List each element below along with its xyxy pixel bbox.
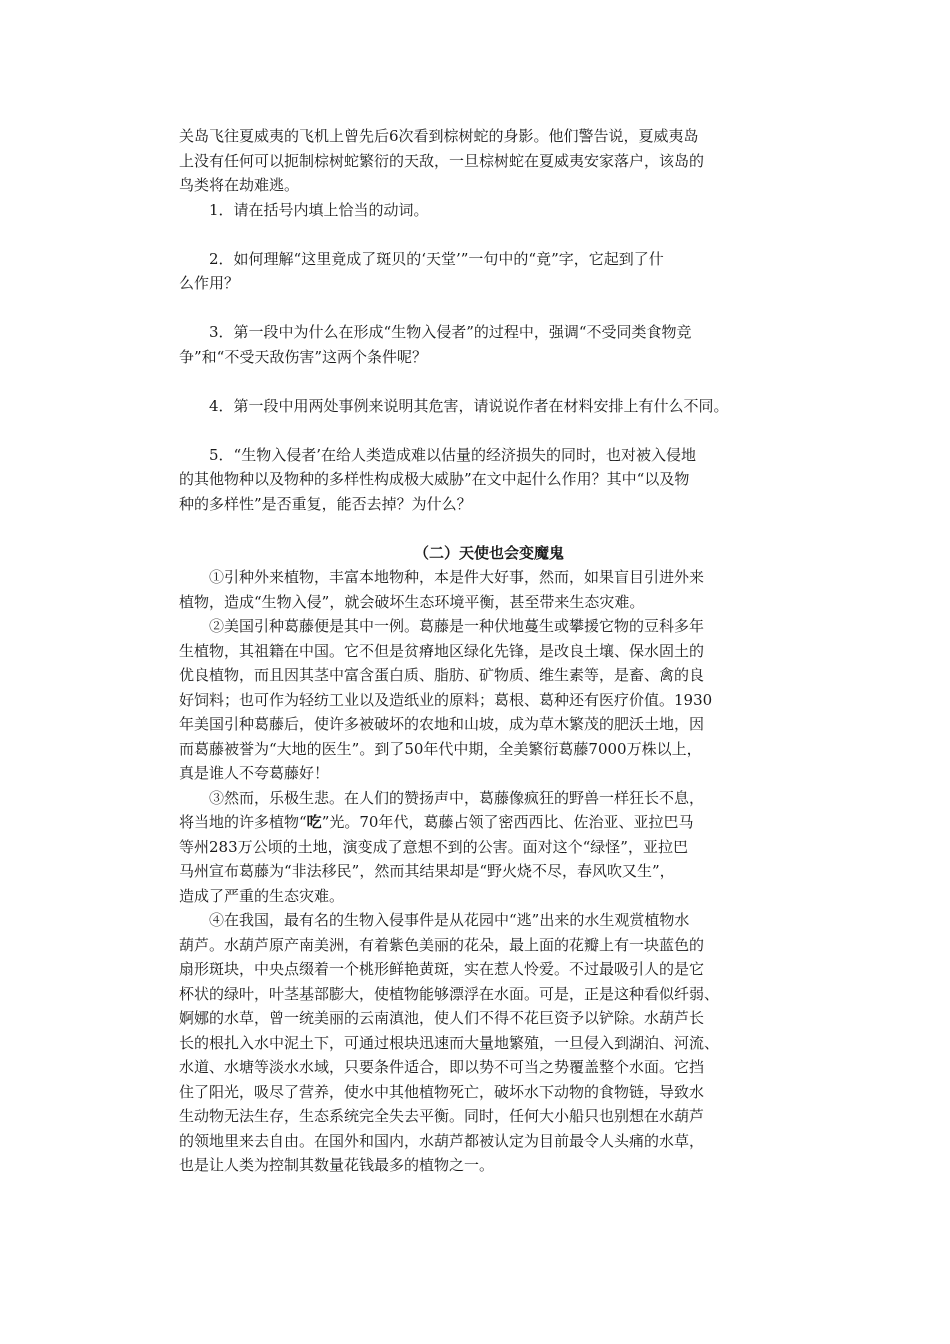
text-segment: 将当地的许多植物“ [179, 813, 307, 831]
paragraph-4 [179, 908, 779, 1178]
question-text: 1．请在括号内填上恰当的动词。 [209, 200, 429, 219]
question-3 [179, 320, 779, 369]
text-line: 真是谁人不夸葛藤好！ [179, 764, 330, 782]
answer-space [179, 369, 779, 394]
answer-space [179, 296, 779, 321]
text-line: 等州283万公顷的土地，演变成了意想不到的公害。面对这个“绿怪”，亚拉巴 [179, 837, 688, 856]
text-line: 也是让人类为控制其数量花钱最多的植物之一。 [179, 1156, 495, 1174]
text-line: 住了阳光，吸尽了营养，使水中其他植物死亡，破坏水下动物的食物链，导致水 [179, 1082, 705, 1101]
text-line: 扇形斑块，中央点缀着一个桃形鲜艳黄斑，实在惹人怜爱。不过最吸引人的是它 [179, 960, 705, 978]
text-line: 植物，造成“生物入侵”，就会破坏生态环境平衡，甚至带来生态灾难。 [179, 592, 645, 611]
text-line: 上没有任何可以扼制棕树蛇繁衍的天敌，一旦棕树蛇在夏威夷安家落户，该岛的 [179, 151, 705, 170]
text-line: 马州宣布葛藤为“非法移民”，然而其结果却是“野火烧不尽，春风吹又生”， [179, 862, 675, 880]
text-line: 造成了严重的生态灾难。 [179, 886, 345, 905]
passage-one-tail [179, 124, 779, 198]
paragraph-2 [179, 614, 779, 786]
text-line: ③然而，乐极生悲。在人们的赞扬声中，葛藤像疯狂的野兽一样狂长不息， [209, 788, 705, 807]
question-text: 4．第一段中用两处事例来说明其危害，请说说作者在材料安排上有什么不同。 [209, 396, 729, 415]
question-text: 种的多样性”是否重复，能否去掉？为什么？ [179, 494, 472, 513]
text-line [179, 810, 779, 835]
question-2 [179, 247, 779, 296]
question-4 [179, 394, 779, 419]
text-line: 好饲料；也可作为轻纺工业以及造纸业的原料；葛根、葛种还有医疗价值。1930 [179, 690, 713, 709]
text-line: 生植物，其祖籍在中国。它不但是贫瘠地区绿化先锋，是改良土壤、保水固土的 [179, 641, 705, 660]
text-line: 鸟类将在劫难逃。 [179, 176, 300, 194]
answer-space [179, 418, 779, 443]
answer-space [179, 222, 779, 247]
question-text: 么作用？ [179, 274, 240, 292]
text-line: 关岛飞往夏威夷的飞机上曾先后6次看到棕树蛇的身影。他们警告说，夏威夷岛 [179, 127, 699, 145]
text-line: 葫芦。水葫芦原产南美洲，有着紫色美丽的花朵，最上面的花瓣上有一块蓝色的 [179, 935, 705, 954]
text-line: 优良植物，而且因其茎中富含蛋白质、脂肪、矿物质、维生素等，是畜、禽的良 [179, 666, 705, 684]
text-line: ④在我国，最有名的生物入侵事件是从花园中“逃”出来的水生观赏植物水 [209, 911, 690, 929]
text-line: 生动物无法生存，生态系统完全失去平衡。同时，任何大小船只也别想在水葫芦 [179, 1107, 705, 1125]
question-1 [179, 198, 779, 223]
question-text: 3．第一段中为什么在形成“生物入侵者”的过程中，强调“不受同类食物竞 [209, 323, 692, 341]
text-line: ①引种外来植物，丰富本地物种，本是件大好事，然而，如果盲目引进外来 [209, 568, 705, 586]
paragraph-1 [179, 565, 779, 614]
question-5 [179, 443, 779, 517]
text-line: ②美国引种葛藤便是其中一例。葛藤是一种伏地蔓生或攀援它物的豆科多年 [209, 617, 705, 635]
question-text: 争”和“不受天敌伤害”这两个条件呢？ [179, 347, 428, 366]
question-text: 5．“生物入侵者’在给人类造成难以估量的经济损失的同时，也对被入侵地 [209, 445, 696, 464]
question-text: 的其他物种以及物种的多样性构成极大威胁”在文中起什么作用？其中“以及物 [179, 470, 690, 488]
text-line: 而葛藤被誉为“大地的医生”。到了50年代中期，全美繁衍葛藤7000万株以上， [179, 739, 702, 758]
text-line: 年美国引种葛藤后，使许多被破坏的农地和山坡，成为草木繁茂的肥沃土地，因 [179, 715, 705, 733]
section-title: （二）天使也会变魔鬼 [413, 543, 564, 562]
text-line: 的领地里来去自由。在国外和国内，水葫芦都被认定为目前最令人头痛的水草， [179, 1131, 705, 1150]
emphasized-word: 吃 [306, 813, 322, 831]
question-text: 2．如何理解“这里竟成了斑贝的‘天堂’”一句中的“竟”字，它起到了什 [209, 249, 664, 268]
text-line: 杯状的绿叶，叶茎基部膨大，使植物能够漂浮在水面。可是，正是这种看似纤弱、 [179, 984, 720, 1003]
text-line: 水道、水塘等淡水水域，只要条件适合，即以势不可当之势覆盖整个水面。它挡 [179, 1058, 705, 1076]
text-line: 长的根扎入水中泥土下，可通过根块迅速而大量地繁殖，一旦侵入到湖泊、河流、 [179, 1033, 720, 1052]
text-segment: ”光。70年代，葛藤占领了密西西比、佐治亚、亚拉巴马 [321, 813, 694, 831]
document-body [179, 124, 779, 1178]
text-line: 婀娜的水草，曾一统美丽的云南滇池，使人们不得不花巨资予以铲除。水葫芦长 [179, 1009, 705, 1027]
paragraph-3 [179, 786, 779, 909]
answer-space [179, 516, 779, 541]
